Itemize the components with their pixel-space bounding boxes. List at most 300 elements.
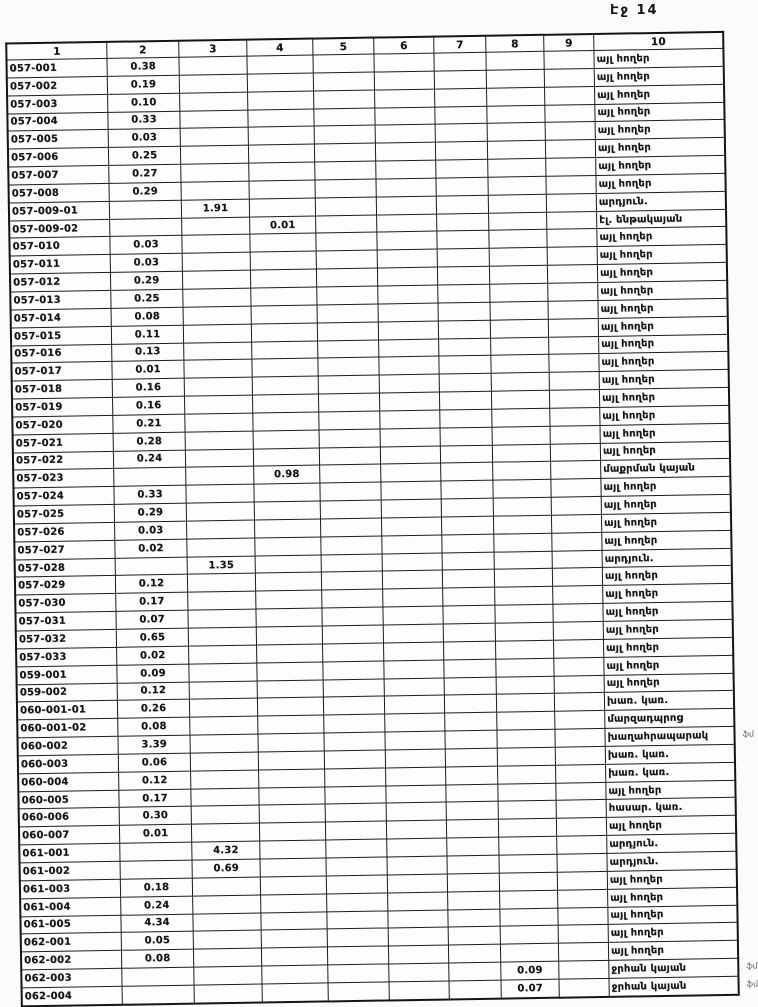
area-value-cell	[553, 639, 603, 658]
area-value-cell: 1.91	[181, 199, 249, 218]
area-value-cell	[320, 464, 381, 483]
area-value-cell	[443, 605, 495, 624]
area-value-cell	[261, 929, 327, 948]
area-value-cell	[547, 211, 597, 230]
area-value-cell	[378, 303, 438, 322]
area-value-cell	[379, 356, 439, 375]
land-use-cell: այլ հողեր	[603, 637, 733, 657]
area-value-cell	[184, 342, 252, 361]
area-value-cell	[320, 482, 381, 501]
area-value-cell	[490, 301, 548, 320]
area-value-cell	[498, 765, 556, 784]
area-value-cell: 0.30	[119, 807, 191, 826]
area-value-cell	[194, 984, 262, 1003]
area-value-cell	[545, 104, 595, 123]
area-value-cell: 0.03	[108, 129, 180, 148]
area-value-cell	[553, 586, 603, 605]
parcel-code-cell: 057-022	[13, 451, 114, 470]
area-value-cell	[549, 336, 599, 355]
area-value-cell	[252, 376, 318, 395]
parcel-code-cell: 057-008	[9, 183, 110, 202]
area-value-cell	[448, 891, 500, 910]
area-value-cell	[442, 570, 494, 589]
area-value-cell	[441, 516, 493, 535]
area-value-cell	[122, 985, 194, 1005]
area-value-cell	[184, 377, 252, 396]
area-value-cell	[442, 534, 494, 553]
area-value-cell	[496, 694, 554, 713]
parcel-code-cell: 060-001-02	[17, 719, 118, 738]
area-value-cell	[252, 358, 318, 377]
area-value-cell	[183, 288, 251, 307]
area-value-cell	[120, 842, 192, 861]
area-value-cell	[251, 287, 317, 306]
area-value-cell: 0.19	[107, 75, 179, 94]
area-value-cell	[320, 500, 381, 519]
area-value-cell	[186, 466, 254, 485]
parcel-code-cell: 057-020	[12, 415, 113, 434]
area-value-cell	[380, 428, 440, 447]
area-value-cell	[182, 235, 250, 254]
area-value-cell	[558, 889, 608, 908]
land-use-cell: այլ հողեր	[601, 494, 731, 514]
area-value-cell	[109, 200, 181, 219]
area-value-cell	[247, 73, 313, 92]
parcel-code-cell: 057-032	[16, 629, 117, 648]
area-value-cell	[257, 644, 323, 663]
area-value-cell	[549, 354, 599, 373]
area-value-cell	[439, 356, 491, 375]
parcel-code-cell: 057-024	[13, 487, 114, 506]
area-value-cell	[248, 91, 314, 110]
area-value-cell	[248, 126, 314, 145]
area-value-cell: 0.03	[110, 253, 182, 272]
column-header-4: 4	[247, 39, 313, 57]
area-value-cell	[491, 355, 549, 374]
area-value-cell	[188, 627, 256, 646]
parcel-code-cell: 060-003	[18, 754, 119, 773]
area-value-cell	[493, 515, 551, 534]
parcel-code-cell: 061-002	[20, 861, 121, 880]
area-value-cell	[258, 751, 324, 770]
area-value-cell	[186, 484, 254, 503]
area-value-cell	[377, 214, 437, 233]
land-use-cell: այլ հողեր	[608, 905, 738, 925]
area-value-cell	[557, 836, 607, 855]
area-value-cell: 0.26	[117, 700, 189, 719]
parcel-code-cell: 057-027	[14, 540, 115, 559]
area-value-cell	[555, 746, 605, 765]
area-value-cell	[490, 319, 548, 338]
area-value-cell	[489, 265, 547, 284]
land-use-cell: այլ հողեր	[598, 298, 728, 318]
area-value-cell	[253, 448, 319, 467]
area-value-cell	[190, 716, 258, 735]
area-value-cell	[327, 910, 388, 929]
area-value-cell	[191, 770, 259, 789]
land-use-cell: այլ հողեր	[601, 512, 731, 532]
area-value-cell	[439, 373, 491, 392]
column-header-10: 10	[594, 32, 724, 51]
area-value-cell	[313, 72, 374, 91]
area-value-cell	[386, 820, 446, 839]
area-value-cell	[548, 318, 598, 337]
land-use-cell: այլ հողեր	[598, 280, 728, 300]
area-value-cell: 1.35	[187, 556, 255, 575]
area-value-cell	[436, 195, 488, 214]
area-value-cell: 0.29	[109, 182, 181, 201]
area-value-cell: 0.02	[117, 646, 189, 665]
area-value-cell: 0.02	[115, 539, 187, 558]
area-value-cell	[437, 213, 489, 232]
area-value-cell	[498, 783, 556, 802]
area-value-cell	[325, 821, 386, 840]
area-value-cell	[547, 229, 597, 248]
area-value-cell: 0.16	[112, 396, 184, 415]
area-value-cell: 0.12	[119, 771, 191, 790]
area-value-cell	[441, 463, 493, 482]
area-value-cell	[378, 285, 438, 304]
area-value-cell	[499, 854, 557, 873]
area-value-cell	[489, 212, 547, 231]
area-value-cell	[324, 714, 385, 733]
area-value-cell	[547, 265, 597, 284]
margin-annotation: ֆմ	[742, 729, 755, 739]
area-value-cell	[383, 588, 443, 607]
area-value-cell	[495, 640, 553, 659]
area-value-cell	[253, 430, 319, 449]
area-value-cell	[492, 426, 550, 445]
area-value-cell	[383, 606, 443, 625]
land-use-cell: այլ հողեր	[600, 423, 730, 443]
area-value-cell	[186, 502, 254, 521]
area-value-cell	[318, 393, 379, 412]
area-value-cell	[437, 249, 489, 268]
parcel-code-cell: 059-001	[16, 665, 117, 684]
area-value-cell	[443, 623, 495, 642]
area-value-cell	[319, 447, 380, 466]
area-value-cell	[378, 321, 438, 340]
area-value-cell	[558, 943, 608, 962]
land-use-cell: խաղահրապարակ ֆմ	[605, 726, 735, 746]
area-value-cell	[315, 197, 376, 216]
land-use-cell: խառ. կառ.	[604, 691, 734, 711]
area-value-cell	[555, 728, 605, 747]
area-value-cell	[254, 519, 320, 538]
area-value-cell	[251, 305, 317, 324]
area-value-cell	[446, 819, 498, 838]
area-value-cell	[194, 966, 262, 985]
land-use-cell: այլ հողեր	[597, 262, 727, 282]
area-value-cell	[556, 800, 606, 819]
area-value-cell	[448, 909, 500, 928]
area-value-cell: 0.13	[112, 343, 184, 362]
area-value-cell	[374, 53, 434, 72]
area-value-cell	[250, 233, 316, 252]
area-value-cell	[249, 180, 315, 199]
parcel-code-cell: 057-019	[12, 397, 113, 416]
land-use-cell: այլ հողեր	[604, 673, 734, 693]
column-header-7: 7	[434, 36, 486, 53]
area-value-cell	[497, 711, 555, 730]
area-value-cell	[260, 840, 326, 859]
area-value-cell	[328, 982, 389, 1001]
area-value-cell	[551, 497, 601, 516]
area-value-cell	[185, 431, 253, 450]
area-value-cell	[316, 268, 377, 287]
area-value-cell	[546, 193, 596, 212]
area-value-cell	[386, 802, 446, 821]
area-value-cell	[250, 251, 316, 270]
column-header-6: 6	[374, 37, 434, 54]
area-value-cell	[384, 660, 444, 679]
area-value-cell	[500, 890, 558, 909]
area-value-cell	[180, 92, 248, 111]
area-value-cell	[261, 894, 327, 913]
area-value-cell	[326, 857, 387, 876]
margin-annotation: ֆմ	[746, 979, 758, 989]
area-value-cell	[180, 110, 248, 129]
parcel-code-cell: 062-004	[22, 986, 123, 1006]
area-value-cell	[327, 893, 388, 912]
area-value-cell	[546, 175, 596, 194]
area-value-cell	[250, 269, 316, 288]
land-use-cell: այլ հողեր	[599, 370, 729, 390]
area-value-cell: 0.69	[192, 859, 260, 878]
area-value-cell	[326, 875, 387, 894]
area-value-cell: 0.08	[111, 307, 183, 326]
area-value-cell	[550, 425, 600, 444]
land-use-cell: այլ հողեր	[599, 352, 729, 372]
area-value-cell	[448, 944, 500, 963]
area-value-cell	[444, 695, 496, 714]
area-value-cell	[486, 69, 544, 88]
area-value-cell	[191, 805, 259, 824]
area-value-cell: 0.18	[120, 878, 192, 897]
area-value-cell: 0.12	[117, 682, 189, 701]
area-value-cell: 0.24	[121, 896, 193, 915]
land-use-cell: էլ. ենթակայան	[597, 209, 727, 229]
page-number: Էջ 14	[610, 3, 659, 18]
area-value-cell	[316, 232, 377, 251]
area-value-cell	[110, 218, 182, 237]
parcel-code-cell: 057-017	[11, 362, 112, 381]
area-value-cell	[548, 300, 598, 319]
area-value-cell	[382, 570, 442, 589]
area-value-cell: 0.01	[250, 216, 316, 235]
area-value-cell	[545, 86, 595, 105]
area-value-cell	[551, 461, 601, 480]
area-value-cell	[179, 56, 247, 75]
area-value-cell	[323, 679, 384, 698]
land-use-cell: այլ հողեր	[606, 780, 736, 800]
land-use-cell: այլ հողեր	[608, 887, 738, 907]
area-value-cell	[443, 587, 495, 606]
area-value-cell	[546, 158, 596, 177]
area-value-cell: 0.29	[114, 503, 186, 522]
area-value-cell	[449, 980, 501, 999]
land-use-cell: խառ. կառ.	[605, 744, 735, 764]
area-value-cell	[559, 978, 609, 997]
area-value-cell	[496, 676, 554, 695]
area-value-cell	[376, 196, 436, 215]
area-value-cell	[187, 520, 255, 539]
area-value-cell	[187, 574, 255, 593]
area-value-cell	[252, 341, 318, 360]
area-value-cell	[375, 124, 435, 143]
area-value-cell	[254, 483, 320, 502]
area-value-cell	[544, 50, 594, 69]
parcel-code-cell: 060-006	[19, 808, 120, 827]
area-value-cell	[447, 837, 499, 856]
area-value-cell	[381, 463, 441, 482]
area-value-cell	[189, 645, 257, 664]
area-value-cell	[553, 604, 603, 623]
area-value-cell	[325, 768, 386, 787]
area-value-cell	[388, 927, 448, 946]
area-value-cell	[379, 392, 439, 411]
parcel-code-cell: 060-002	[18, 736, 119, 755]
land-use-cell: մաքրման կայան	[601, 459, 731, 479]
area-value-cell	[494, 533, 552, 552]
area-value-cell	[447, 873, 499, 892]
area-value-cell	[315, 161, 376, 180]
area-value-cell	[444, 659, 496, 678]
area-value-cell	[317, 286, 378, 305]
area-value-cell: 0.38	[107, 57, 179, 76]
area-value-cell	[319, 411, 380, 430]
area-value-cell: 0.08	[121, 949, 193, 968]
area-value-cell: 0.08	[118, 717, 190, 736]
area-value-cell	[487, 105, 545, 124]
area-value-cell	[191, 823, 259, 842]
land-use-cell: այլ հողեր	[599, 334, 729, 354]
land-use-cell: արդյուն.	[607, 851, 737, 871]
area-value-cell	[379, 374, 439, 393]
area-value-cell	[381, 517, 441, 536]
area-value-cell	[441, 480, 493, 499]
area-value-cell: 3.39	[118, 735, 190, 754]
column-header-3: 3	[179, 40, 247, 58]
land-use-cell: արդյուն.	[602, 548, 732, 568]
area-value-cell	[260, 876, 326, 895]
area-value-cell	[180, 145, 248, 164]
area-value-cell	[184, 395, 252, 414]
area-value-cell	[493, 462, 551, 481]
area-value-cell	[489, 248, 547, 267]
area-value-cell	[438, 284, 490, 303]
area-value-cell	[498, 801, 556, 820]
parcel-code-cell: 057-002	[7, 76, 108, 95]
area-value-cell	[545, 122, 595, 141]
area-value-cell	[552, 550, 602, 569]
parcel-code-cell: 057-015	[11, 326, 112, 345]
area-value-cell	[382, 553, 442, 572]
area-value-cell	[260, 858, 326, 877]
area-value-cell	[439, 338, 491, 357]
area-value-cell	[257, 680, 323, 699]
area-value-cell: 4.34	[121, 914, 193, 933]
area-value-cell	[188, 591, 256, 610]
column-header-5: 5	[313, 38, 374, 55]
area-value-cell	[500, 943, 558, 962]
area-value-cell	[188, 609, 256, 628]
area-value-cell	[492, 444, 550, 463]
land-use-cell: ջրհան կայան ֆմ	[609, 958, 739, 978]
area-value-cell	[435, 124, 487, 143]
area-value-cell	[440, 427, 492, 446]
area-value-cell	[380, 446, 440, 465]
area-value-cell	[558, 907, 608, 926]
area-value-cell	[256, 626, 322, 645]
area-value-cell	[556, 764, 606, 783]
area-value-cell	[114, 468, 186, 487]
area-value-cell	[486, 51, 544, 70]
parcel-code-cell: 057-023	[13, 469, 114, 488]
area-value-cell	[316, 250, 377, 269]
area-value-cell	[193, 913, 261, 932]
area-value-cell	[496, 658, 554, 677]
area-value-cell	[257, 697, 323, 716]
area-value-cell	[436, 177, 488, 196]
area-value-cell	[551, 479, 601, 498]
area-value-cell	[314, 125, 375, 144]
area-value-cell	[386, 785, 446, 804]
area-value-cell	[257, 662, 323, 681]
area-value-cell	[258, 733, 324, 752]
land-use-cell: այլ հողեր	[608, 940, 738, 960]
area-value-cell	[548, 282, 598, 301]
land-use-cell: այլ հողեր	[595, 102, 725, 122]
area-value-cell	[387, 838, 447, 857]
area-value-cell	[247, 55, 313, 74]
area-value-cell	[191, 788, 259, 807]
area-value-cell	[193, 948, 261, 967]
area-value-cell	[555, 711, 605, 730]
area-value-cell: 0.11	[111, 325, 183, 344]
area-value-cell	[495, 587, 553, 606]
area-value-cell	[375, 107, 435, 126]
area-value-cell	[437, 231, 489, 250]
area-value-cell	[435, 88, 487, 107]
area-value-cell	[552, 568, 602, 587]
land-use-cell: այլ հողեր	[596, 155, 726, 175]
land-use-cell: հասար. կառ.	[606, 798, 736, 818]
area-value-cell: 0.65	[116, 628, 188, 647]
area-value-cell	[323, 643, 384, 662]
area-value-cell	[375, 142, 435, 161]
area-value-cell	[259, 769, 325, 788]
area-value-cell	[488, 176, 546, 195]
area-value-cell	[255, 537, 321, 556]
area-value-cell	[490, 283, 548, 302]
land-use-cell: այլ հողեր	[598, 316, 728, 336]
area-value-cell	[190, 734, 258, 753]
area-value-cell	[554, 693, 604, 712]
area-value-cell	[261, 911, 327, 930]
area-value-cell	[320, 518, 381, 537]
area-value-cell	[377, 249, 437, 268]
parcel-code-cell: 062-002	[21, 950, 122, 969]
parcel-code-cell: 060-005	[18, 790, 119, 809]
land-use-cell: այլ հողեր	[603, 619, 733, 639]
land-use-cell: այլ հողեր	[607, 869, 737, 889]
area-value-cell	[316, 215, 377, 234]
parcel-code-cell: 057-011	[10, 255, 111, 274]
area-value-cell	[380, 410, 440, 429]
area-value-cell	[255, 572, 321, 591]
area-value-cell	[379, 339, 439, 358]
